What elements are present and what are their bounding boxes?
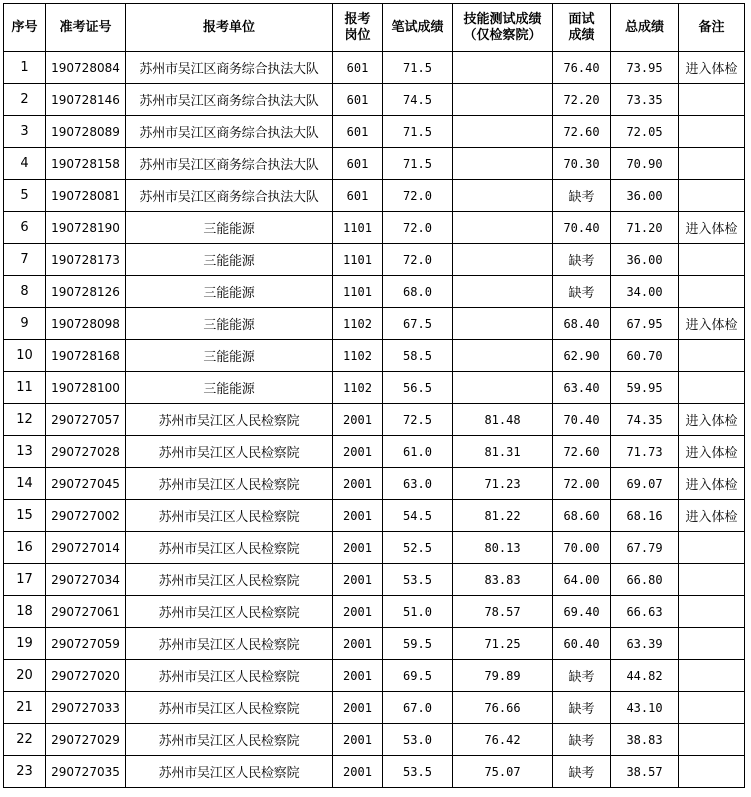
cell-written: 53.5 <box>383 564 453 596</box>
cell-skill: 71.25 <box>453 628 553 660</box>
cell-post: 2001 <box>333 660 383 692</box>
cell-skill <box>453 276 553 308</box>
cell-unit: 苏州市吴江区人民检察院 <box>126 628 333 660</box>
cell-exam-id: 190728126 <box>46 276 126 308</box>
cell-written: 53.0 <box>383 724 453 756</box>
cell-post: 2001 <box>333 596 383 628</box>
cell-unit: 苏州市吴江区人民检察院 <box>126 468 333 500</box>
cell-remark <box>679 276 745 308</box>
cell-post: 2001 <box>333 532 383 564</box>
cell-unit: 苏州市吴江区商务综合执法大队 <box>126 116 333 148</box>
table-row <box>4 724 745 756</box>
header-seq: 序号 <box>4 4 46 52</box>
table-row <box>4 628 745 660</box>
cell-unit: 三能能源 <box>126 276 333 308</box>
cell-seq: 3 <box>4 116 46 148</box>
cell-exam-id: 190728100 <box>46 372 126 404</box>
cell-unit: 苏州市吴江区人民检察院 <box>126 404 333 436</box>
cell-skill: 83.83 <box>453 564 553 596</box>
header-total: 总成绩 <box>611 4 679 52</box>
cell-skill <box>453 372 553 404</box>
cell-post: 2001 <box>333 468 383 500</box>
cell-unit: 苏州市吴江区人民检察院 <box>126 756 333 788</box>
cell-skill <box>453 244 553 276</box>
cell-remark <box>679 628 745 660</box>
cell-unit: 三能能源 <box>126 372 333 404</box>
table-row <box>4 308 745 340</box>
cell-interview: 缺考 <box>553 180 611 212</box>
cell-remark <box>679 724 745 756</box>
cell-exam-id: 290727034 <box>46 564 126 596</box>
cell-written: 74.5 <box>383 84 453 116</box>
cell-total: 63.39 <box>611 628 679 660</box>
header-unit: 报考单位 <box>126 4 333 52</box>
table-header <box>4 4 745 52</box>
cell-unit: 苏州市吴江区商务综合执法大队 <box>126 52 333 84</box>
cell-seq: 21 <box>4 692 46 724</box>
table-row <box>4 84 745 116</box>
cell-exam-id: 290727057 <box>46 404 126 436</box>
cell-remark: 进入体检 <box>679 308 745 340</box>
cell-seq: 17 <box>4 564 46 596</box>
cell-total: 74.35 <box>611 404 679 436</box>
cell-seq: 10 <box>4 340 46 372</box>
cell-unit: 苏州市吴江区商务综合执法大队 <box>126 180 333 212</box>
cell-exam-id: 290727045 <box>46 468 126 500</box>
cell-skill: 75.07 <box>453 756 553 788</box>
cell-unit: 苏州市吴江区人民检察院 <box>126 692 333 724</box>
cell-skill: 81.22 <box>453 500 553 532</box>
cell-unit: 苏州市吴江区商务综合执法大队 <box>126 148 333 180</box>
cell-skill <box>453 340 553 372</box>
table-row <box>4 596 745 628</box>
cell-seq: 14 <box>4 468 46 500</box>
cell-seq: 13 <box>4 436 46 468</box>
cell-interview: 70.40 <box>553 404 611 436</box>
cell-total: 36.00 <box>611 244 679 276</box>
cell-seq: 1 <box>4 52 46 84</box>
table-row <box>4 276 745 308</box>
table-row <box>4 148 745 180</box>
header-skill: 技能测试成绩（仅检察院） <box>453 4 553 52</box>
cell-remark: 进入体检 <box>679 404 745 436</box>
cell-seq: 8 <box>4 276 46 308</box>
cell-unit: 三能能源 <box>126 212 333 244</box>
cell-post: 601 <box>333 180 383 212</box>
cell-post: 601 <box>333 116 383 148</box>
cell-post: 1101 <box>333 244 383 276</box>
cell-skill: 81.31 <box>453 436 553 468</box>
cell-exam-id: 290727014 <box>46 532 126 564</box>
cell-written: 51.0 <box>383 596 453 628</box>
cell-total: 71.20 <box>611 212 679 244</box>
cell-total: 59.95 <box>611 372 679 404</box>
cell-post: 2001 <box>333 692 383 724</box>
cell-written: 72.0 <box>383 244 453 276</box>
cell-unit: 苏州市吴江区人民检察院 <box>126 660 333 692</box>
cell-interview: 70.30 <box>553 148 611 180</box>
cell-interview: 76.40 <box>553 52 611 84</box>
cell-post: 601 <box>333 84 383 116</box>
results-table-container <box>3 3 745 788</box>
cell-remark <box>679 180 745 212</box>
cell-interview: 缺考 <box>553 756 611 788</box>
cell-skill <box>453 212 553 244</box>
cell-written: 59.5 <box>383 628 453 660</box>
cell-total: 66.63 <box>611 596 679 628</box>
cell-skill: 81.48 <box>453 404 553 436</box>
cell-total: 44.82 <box>611 660 679 692</box>
cell-seq: 6 <box>4 212 46 244</box>
header-row <box>4 4 745 52</box>
cell-seq: 9 <box>4 308 46 340</box>
cell-interview: 70.00 <box>553 532 611 564</box>
table-row <box>4 372 745 404</box>
cell-post: 1102 <box>333 308 383 340</box>
cell-seq: 19 <box>4 628 46 660</box>
cell-total: 43.10 <box>611 692 679 724</box>
cell-unit: 苏州市吴江区人民检察院 <box>126 564 333 596</box>
cell-seq: 18 <box>4 596 46 628</box>
cell-seq: 12 <box>4 404 46 436</box>
table-row <box>4 180 745 212</box>
cell-seq: 4 <box>4 148 46 180</box>
cell-written: 67.5 <box>383 308 453 340</box>
cell-total: 68.16 <box>611 500 679 532</box>
cell-written: 52.5 <box>383 532 453 564</box>
cell-exam-id: 190728190 <box>46 212 126 244</box>
cell-exam-id: 290727002 <box>46 500 126 532</box>
cell-exam-id: 190728084 <box>46 52 126 84</box>
cell-remark: 进入体检 <box>679 468 745 500</box>
cell-remark <box>679 660 745 692</box>
cell-post: 1102 <box>333 340 383 372</box>
table-row <box>4 404 745 436</box>
cell-skill <box>453 84 553 116</box>
cell-unit: 苏州市吴江区人民检察院 <box>126 724 333 756</box>
table-row <box>4 244 745 276</box>
cell-exam-id: 190728168 <box>46 340 126 372</box>
cell-interview: 70.40 <box>553 212 611 244</box>
cell-remark <box>679 148 745 180</box>
cell-exam-id: 190728158 <box>46 148 126 180</box>
cell-remark: 进入体检 <box>679 212 745 244</box>
cell-post: 601 <box>333 52 383 84</box>
cell-exam-id: 290727061 <box>46 596 126 628</box>
cell-written: 61.0 <box>383 436 453 468</box>
cell-unit: 苏州市吴江区商务综合执法大队 <box>126 84 333 116</box>
cell-remark <box>679 564 745 596</box>
cell-seq: 20 <box>4 660 46 692</box>
header-interview: 面试成绩 <box>553 4 611 52</box>
cell-skill: 76.66 <box>453 692 553 724</box>
cell-exam-id: 290727059 <box>46 628 126 660</box>
table-row <box>4 692 745 724</box>
cell-post: 601 <box>333 148 383 180</box>
cell-remark <box>679 596 745 628</box>
cell-remark: 进入体检 <box>679 436 745 468</box>
table-row <box>4 500 745 532</box>
cell-post: 1101 <box>333 276 383 308</box>
cell-total: 34.00 <box>611 276 679 308</box>
cell-exam-id: 290727028 <box>46 436 126 468</box>
cell-unit: 苏州市吴江区人民检察院 <box>126 436 333 468</box>
exam-results-table <box>3 3 745 788</box>
cell-skill: 76.42 <box>453 724 553 756</box>
cell-unit: 苏州市吴江区人民检察院 <box>126 532 333 564</box>
cell-total: 71.73 <box>611 436 679 468</box>
cell-remark <box>679 372 745 404</box>
cell-interview: 68.60 <box>553 500 611 532</box>
cell-exam-id: 190728081 <box>46 180 126 212</box>
cell-unit: 三能能源 <box>126 340 333 372</box>
table-row <box>4 756 745 788</box>
cell-exam-id: 290727035 <box>46 756 126 788</box>
cell-remark <box>679 692 745 724</box>
cell-total: 70.90 <box>611 148 679 180</box>
table-body <box>4 52 745 788</box>
cell-post: 2001 <box>333 628 383 660</box>
cell-seq: 23 <box>4 756 46 788</box>
cell-exam-id: 290727033 <box>46 692 126 724</box>
cell-total: 67.95 <box>611 308 679 340</box>
cell-written: 63.0 <box>383 468 453 500</box>
cell-interview: 缺考 <box>553 276 611 308</box>
cell-skill <box>453 116 553 148</box>
table-row <box>4 116 745 148</box>
cell-skill: 80.13 <box>453 532 553 564</box>
table-row <box>4 532 745 564</box>
cell-skill <box>453 52 553 84</box>
cell-unit: 三能能源 <box>126 308 333 340</box>
cell-interview: 72.20 <box>553 84 611 116</box>
cell-remark <box>679 84 745 116</box>
cell-remark: 进入体检 <box>679 52 745 84</box>
cell-post: 2001 <box>333 436 383 468</box>
cell-written: 54.5 <box>383 500 453 532</box>
cell-unit: 苏州市吴江区人民检察院 <box>126 500 333 532</box>
cell-remark <box>679 116 745 148</box>
cell-seq: 22 <box>4 724 46 756</box>
cell-skill <box>453 180 553 212</box>
cell-exam-id: 190728173 <box>46 244 126 276</box>
cell-total: 69.07 <box>611 468 679 500</box>
cell-post: 2001 <box>333 756 383 788</box>
table-row <box>4 52 745 84</box>
table-row <box>4 564 745 596</box>
cell-interview: 64.00 <box>553 564 611 596</box>
cell-written: 67.0 <box>383 692 453 724</box>
cell-written: 56.5 <box>383 372 453 404</box>
cell-total: 73.95 <box>611 52 679 84</box>
cell-post: 1102 <box>333 372 383 404</box>
cell-remark <box>679 756 745 788</box>
cell-exam-id: 190728098 <box>46 308 126 340</box>
cell-total: 72.05 <box>611 116 679 148</box>
cell-exam-id: 190728146 <box>46 84 126 116</box>
cell-written: 68.0 <box>383 276 453 308</box>
cell-interview: 缺考 <box>553 692 611 724</box>
cell-post: 2001 <box>333 404 383 436</box>
header-post: 报考岗位 <box>333 4 383 52</box>
cell-written: 71.5 <box>383 52 453 84</box>
cell-interview: 72.60 <box>553 116 611 148</box>
table-row <box>4 436 745 468</box>
cell-remark <box>679 340 745 372</box>
table-row <box>4 212 745 244</box>
cell-remark <box>679 244 745 276</box>
cell-total: 36.00 <box>611 180 679 212</box>
cell-skill: 79.89 <box>453 660 553 692</box>
cell-seq: 16 <box>4 532 46 564</box>
cell-written: 72.5 <box>383 404 453 436</box>
cell-skill: 71.23 <box>453 468 553 500</box>
cell-written: 53.5 <box>383 756 453 788</box>
table-row <box>4 340 745 372</box>
cell-interview: 62.90 <box>553 340 611 372</box>
cell-skill <box>453 148 553 180</box>
cell-exam-id: 290727020 <box>46 660 126 692</box>
table-row <box>4 660 745 692</box>
cell-total: 38.83 <box>611 724 679 756</box>
cell-written: 72.0 <box>383 212 453 244</box>
cell-exam-id: 190728089 <box>46 116 126 148</box>
header-written: 笔试成绩 <box>383 4 453 52</box>
cell-remark <box>679 532 745 564</box>
cell-total: 38.57 <box>611 756 679 788</box>
cell-exam-id: 290727029 <box>46 724 126 756</box>
cell-written: 71.5 <box>383 116 453 148</box>
cell-total: 73.35 <box>611 84 679 116</box>
cell-interview: 69.40 <box>553 596 611 628</box>
cell-seq: 15 <box>4 500 46 532</box>
table-row <box>4 468 745 500</box>
cell-seq: 2 <box>4 84 46 116</box>
cell-post: 2001 <box>333 724 383 756</box>
header-remark: 备注 <box>679 4 745 52</box>
cell-interview: 缺考 <box>553 244 611 276</box>
cell-total: 66.80 <box>611 564 679 596</box>
cell-total: 67.79 <box>611 532 679 564</box>
cell-interview: 缺考 <box>553 724 611 756</box>
cell-interview: 63.40 <box>553 372 611 404</box>
cell-post: 2001 <box>333 500 383 532</box>
cell-written: 72.0 <box>383 180 453 212</box>
cell-written: 71.5 <box>383 148 453 180</box>
cell-interview: 缺考 <box>553 660 611 692</box>
cell-seq: 5 <box>4 180 46 212</box>
cell-interview: 68.40 <box>553 308 611 340</box>
cell-written: 69.5 <box>383 660 453 692</box>
cell-seq: 7 <box>4 244 46 276</box>
cell-skill <box>453 308 553 340</box>
cell-written: 58.5 <box>383 340 453 372</box>
cell-interview: 72.60 <box>553 436 611 468</box>
cell-post: 2001 <box>333 564 383 596</box>
cell-post: 1101 <box>333 212 383 244</box>
cell-skill: 78.57 <box>453 596 553 628</box>
cell-unit: 苏州市吴江区人民检察院 <box>126 596 333 628</box>
cell-seq: 11 <box>4 372 46 404</box>
cell-unit: 三能能源 <box>126 244 333 276</box>
header-exam-id: 准考证号 <box>46 4 126 52</box>
cell-remark: 进入体检 <box>679 500 745 532</box>
cell-interview: 60.40 <box>553 628 611 660</box>
cell-interview: 72.00 <box>553 468 611 500</box>
cell-total: 60.70 <box>611 340 679 372</box>
